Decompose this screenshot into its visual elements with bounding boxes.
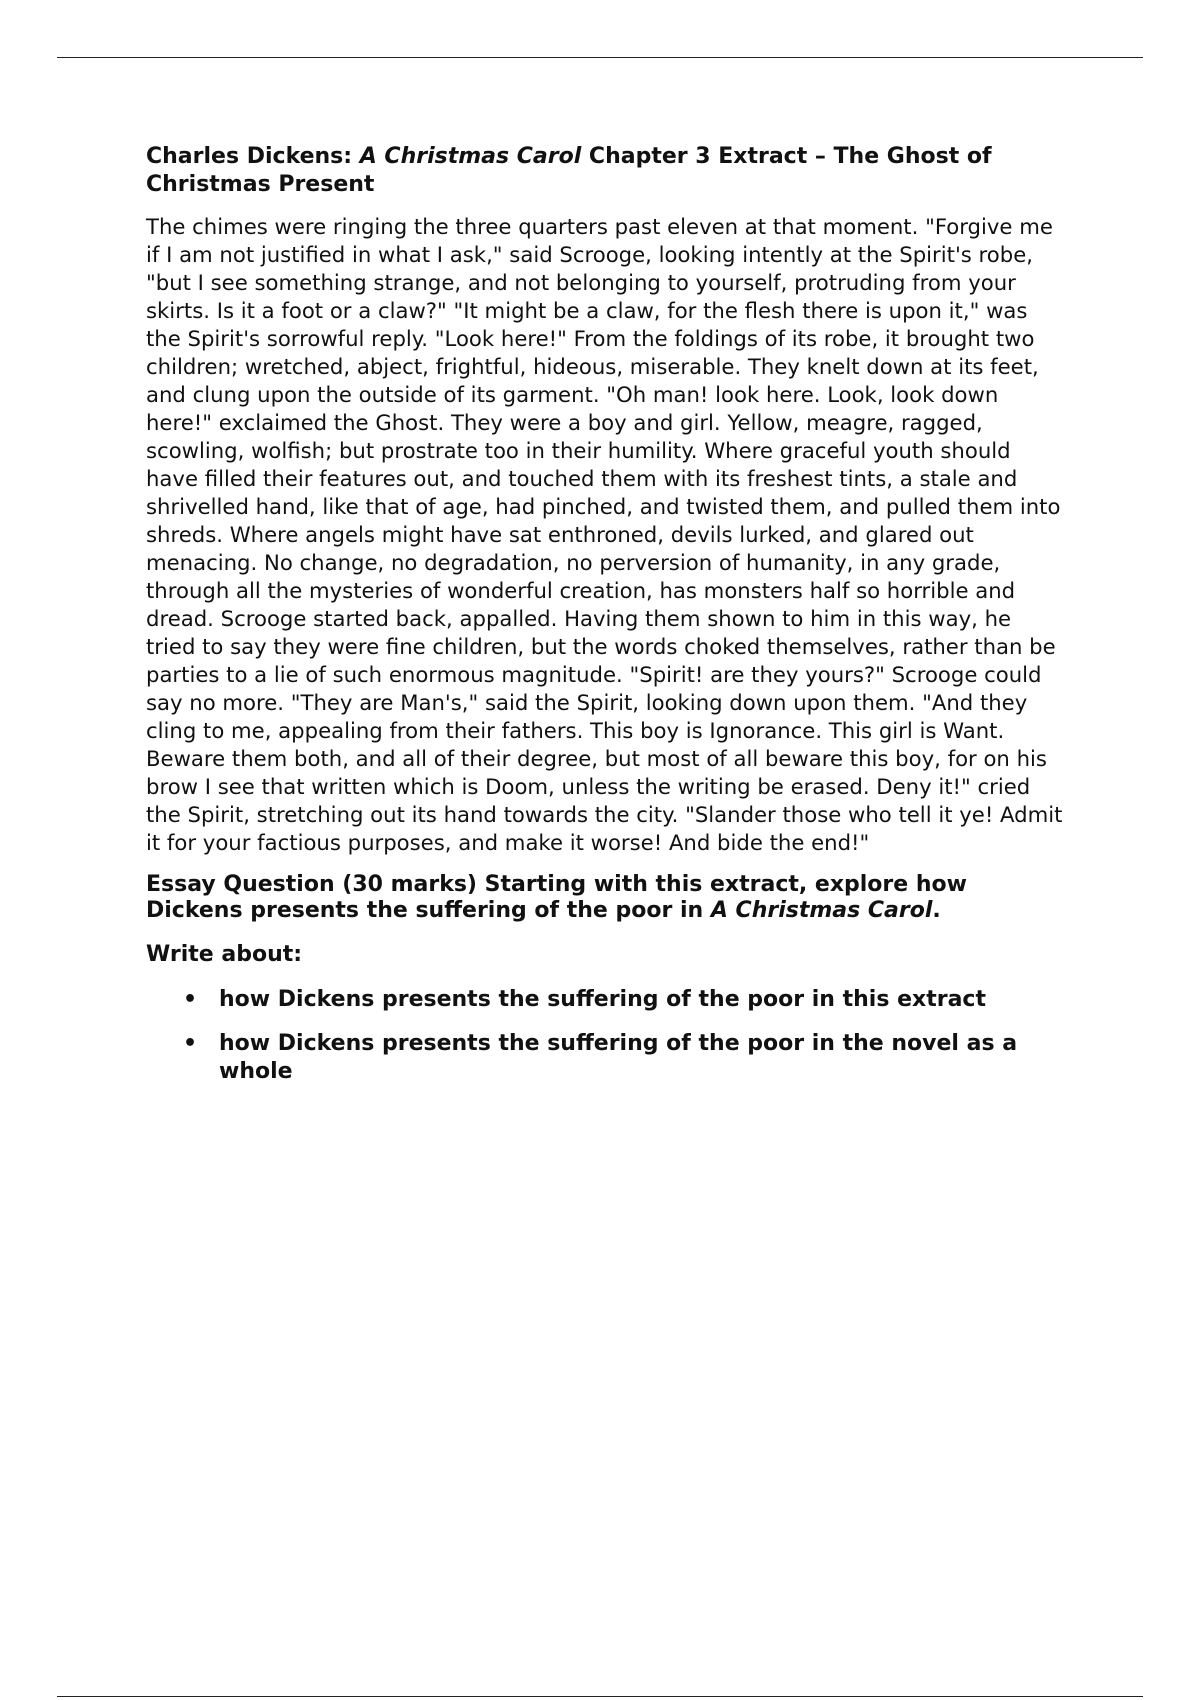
- document-body: [146, 143, 1066, 1102]
- top-divider: [57, 57, 1143, 58]
- bullet-list: [146, 986, 1066, 1086]
- list-item: [146, 1030, 1066, 1086]
- bullet-marker: •: [183, 987, 198, 1012]
- bullet-marker: •: [183, 1031, 198, 1056]
- question-end: .: [932, 898, 941, 923]
- title-prefix: Charles Dickens:: [146, 144, 360, 169]
- extract-title: [146, 143, 1066, 199]
- bullet-text: how Dickens presents the suffering of the poor in this extract: [219, 987, 986, 1012]
- bottom-divider: [57, 1696, 1143, 1697]
- list-item: [146, 986, 1066, 1014]
- essay-question: [146, 872, 1066, 924]
- write-about-heading: Write about:: [146, 942, 303, 967]
- bullet-text: how Dickens presents the suffering of the poor in the novel as a whole: [219, 1031, 1018, 1084]
- title-suffix: Chapter 3 Extract – The Ghost of Christmas Present: [146, 144, 992, 197]
- title-book: A Christmas Carol: [359, 144, 582, 169]
- question-book: A Christmas Carol: [710, 898, 933, 923]
- extract-text: The chimes were ringing the three quarters past eleven at that moment. "Forgive me if I am not justified in what I ask," said Scrooge, looking intently at the Spirit's robe, "but I see something strange, and not belonging to yourself, protruding from your skirts. Is it a foot or a claw?" "It might be a claw, for the flesh there is upon it," was the Spirit's sorrowful reply. "Look here!" From the foldings of its robe, it brought two children; wretched, abject, frightful, hideous, miserable. They knelt down at its feet, and clung upon the outside of its garment. "Oh man! look here. Look, look down here!" exclaimed the Ghost. They were a boy and girl. Yellow, meagre, ragged, scowling, wolfish; but prostrate too in their humility. Where graceful youth should have filled their features out, and touched them with its freshest tints, a stale and shrivelled hand, like that of age, had pinched, and twisted them, and pulled them into shreds. Where angels might have sat enthroned, devils lurked, and glared out menacing. No change, no degradation, no perversion of humanity, in any grade, through all the mysteries of wonderful creation, has monsters half so horrible and dread. Scrooge started back, appalled. Having them shown to him in this way, he tried to say they were fine children, but the words choked themselves, rather than be parties to a lie of such enormous magnitude. "Spirit! are they yours?" Scrooge could say no more. "They are Man's," said the Spirit, looking down upon them. "And they cling to me, appealing from their fathers. This boy is Ignorance. This girl is Want. Beware them both, and all of their degree, but most of all beware this boy, for on his brow I see that written which is Doom, unless the writing be erased. Deny it!" cried the Spirit, stretching out its hand towards the city. "Slander those who tell it ye! Admit it for your factious purposes, and make it worse! And bide the end!": [146, 214, 1063, 855]
- question-text: Essay Question (30 marks) Starting with this extract, explore how Dickens presents the suffering of the poor in: [146, 872, 967, 923]
